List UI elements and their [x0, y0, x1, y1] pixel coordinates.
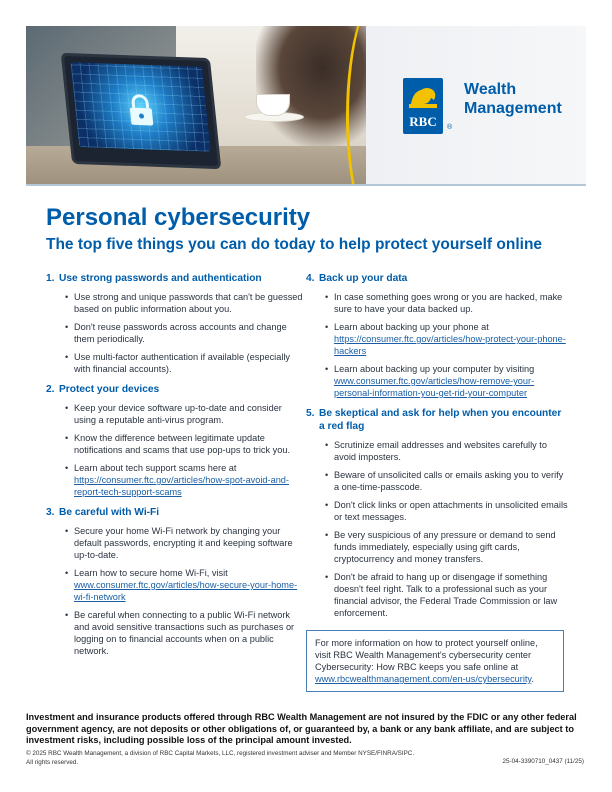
- bullet-text: Learn about backing up your computer by visiting: [334, 364, 535, 374]
- section-number: 5.: [306, 408, 315, 419]
- more-info-box: [306, 630, 564, 692]
- section-title: Be careful with Wi-Fi: [59, 507, 160, 518]
- list-item: [74, 432, 306, 456]
- bullet-text: Be careful when connecting to a public Wi-Fi network and avoid sensitive transactions such as purchases or logging on to financial accounts when on a public network.: [74, 610, 295, 656]
- section-heading: [46, 506, 306, 519]
- section-title: Be skeptical and ask for help when you encounter a red flag: [319, 408, 562, 432]
- list-item: [74, 291, 306, 315]
- list-item: [334, 363, 568, 399]
- bullet-text: Don't reuse passwords across accounts and change them periodically.: [74, 322, 287, 344]
- section-title: Protect your devices: [59, 384, 160, 395]
- bullet-text: In case something goes wrong or you are hacked, make sure to have your data backed up.: [334, 292, 563, 314]
- section-number: 4.: [306, 273, 315, 284]
- right-column: [306, 272, 568, 627]
- section-number: 3.: [46, 507, 55, 518]
- logo-text: RBC: [409, 114, 437, 129]
- section-1: [46, 272, 306, 375]
- registered-mark: ®: [447, 124, 453, 131]
- resource-link[interactable]: https://consumer.ftc.gov/articles/how-spot-avoid-and-report-tech-support-scams: [74, 475, 289, 497]
- bullet-list: [46, 525, 306, 657]
- left-column: [46, 272, 306, 665]
- brand-name-line2: Management: [464, 100, 562, 117]
- section-title: Use strong passwords and authentication: [59, 273, 262, 284]
- list-item: [334, 439, 568, 463]
- bullet-text: Keep your device software up-to-date and consider using a reputable anti-virus program.: [74, 403, 282, 425]
- brand-name: [464, 80, 562, 118]
- list-item: [74, 567, 306, 603]
- copyright-line2: All rights reserved.: [26, 758, 79, 766]
- list-item: [334, 529, 568, 565]
- bullet-text: Use strong and unique passwords that can't be guessed based on public information about you.: [74, 292, 303, 314]
- list-item: [74, 351, 306, 375]
- section-number: 2.: [46, 384, 55, 395]
- bullet-text: Secure your home Wi-Fi network by changing your default passwords, encrypting it and keeping software up-to-date.: [74, 526, 293, 560]
- list-item: [74, 462, 306, 498]
- section-4: [306, 272, 568, 399]
- padlock-icon: [124, 92, 157, 127]
- lion-crest-icon: [407, 82, 439, 110]
- document-code: 25-04-3390710_0437 (11/25): [502, 758, 584, 765]
- list-item: [334, 469, 568, 493]
- list-item: [74, 402, 306, 426]
- page-header: [26, 26, 586, 186]
- bullet-text: Learn about backing up your phone at: [334, 322, 489, 332]
- bullet-text: Use multi-factor authentication if available (especially with financial accounts).: [74, 352, 291, 374]
- rbc-logo: [403, 78, 453, 134]
- section-5: [306, 407, 568, 619]
- bullet-text: Know the difference between legitimate update notifications and scams that use pop-ups to trick you.: [74, 433, 291, 455]
- bullet-list: [46, 402, 306, 498]
- cybersecurity-link[interactable]: www.rbcwealthmanagement.com/en-us/cybersecurity: [315, 674, 532, 684]
- brand-panel: [366, 26, 586, 186]
- bullet-text: Learn how to secure home Wi-Fi, visit: [74, 568, 228, 578]
- bullet-list: [46, 291, 306, 375]
- laptop-screen: [71, 62, 211, 151]
- page-subtitle: The top five things you can do today to help protect yourself online: [46, 236, 543, 253]
- list-item: [334, 321, 568, 357]
- section-title: Back up your data: [319, 273, 408, 284]
- header-divider: [26, 184, 586, 186]
- section-number: 1.: [46, 273, 55, 284]
- list-item: [74, 609, 306, 657]
- info-box-text: For more information on how to protect yourself online, visit RBC Wealth Management's cybersecurity center Cybersecurity: How RBC keeps you safe online at: [315, 638, 538, 672]
- section-heading: [306, 272, 568, 285]
- list-item: [334, 499, 568, 523]
- copyright-line1: © 2025 RBC Wealth Management, a division of RBC Capital Markets, LLC, registered investment adviser and Member NYSE/FINRA/SIPC.: [26, 750, 415, 757]
- list-item: [334, 571, 568, 619]
- resource-link[interactable]: www.consumer.ftc.gov/articles/how-remove-your-personal-information-you-get-rid-your-computer: [334, 376, 535, 398]
- bullet-text: Scrutinize email addresses and websites carefully to avoid imposters.: [334, 440, 547, 462]
- bullet-text: Learn about tech support scams here at: [74, 463, 237, 473]
- resource-link[interactable]: www.consumer.ftc.gov/articles/how-secure-your-home-wi-fi-network: [74, 580, 298, 602]
- list-item: [74, 321, 306, 345]
- page-title: Personal cybersecurity: [46, 204, 311, 231]
- resource-link[interactable]: https://consumer.ftc.gov/articles/how-protect-your-phone-hackers: [334, 334, 566, 356]
- section-heading: [306, 407, 568, 433]
- bullet-text: Don't be afraid to hang up or disengage if something doesn't feel right. Talk to a professional such as your financial advisor, the Federal Trade Commission or law enforcement.: [334, 572, 558, 618]
- copyright: [26, 750, 496, 767]
- bullet-text: Don't click links or open attachments in unsolicited emails or text messages.: [334, 500, 568, 522]
- brand-name-line1: Wealth: [464, 81, 517, 98]
- section-heading: [46, 272, 306, 285]
- section-heading: [46, 383, 306, 396]
- investment-disclaimer: Investment and insurance products offered through RBC Wealth Management are not insured by the FDIC or any other federal government agency, are not deposits or other obligations of, or guaranteed by, a bank or any bank affiliate, and are subject to investment risks, including possible loss of the principal amount invested.: [26, 712, 577, 745]
- section-3: [46, 506, 306, 657]
- coffee-cup: [256, 94, 290, 116]
- list-item: [334, 291, 568, 315]
- bullet-list: [306, 439, 568, 619]
- hero-photo: [26, 26, 366, 186]
- list-item: [74, 525, 306, 561]
- section-2: [46, 383, 306, 498]
- info-box-suffix: .: [531, 674, 534, 684]
- laptop: [61, 53, 222, 169]
- bullet-text: Be very suspicious of any pressure or demand to send funds immediately, especially using gift cards, cryptocurrency and money transfers.: [334, 530, 556, 564]
- bullet-text: Beware of unsolicited calls or emails asking you to verify a one-time-passcode.: [334, 470, 564, 492]
- bullet-list: [306, 291, 568, 399]
